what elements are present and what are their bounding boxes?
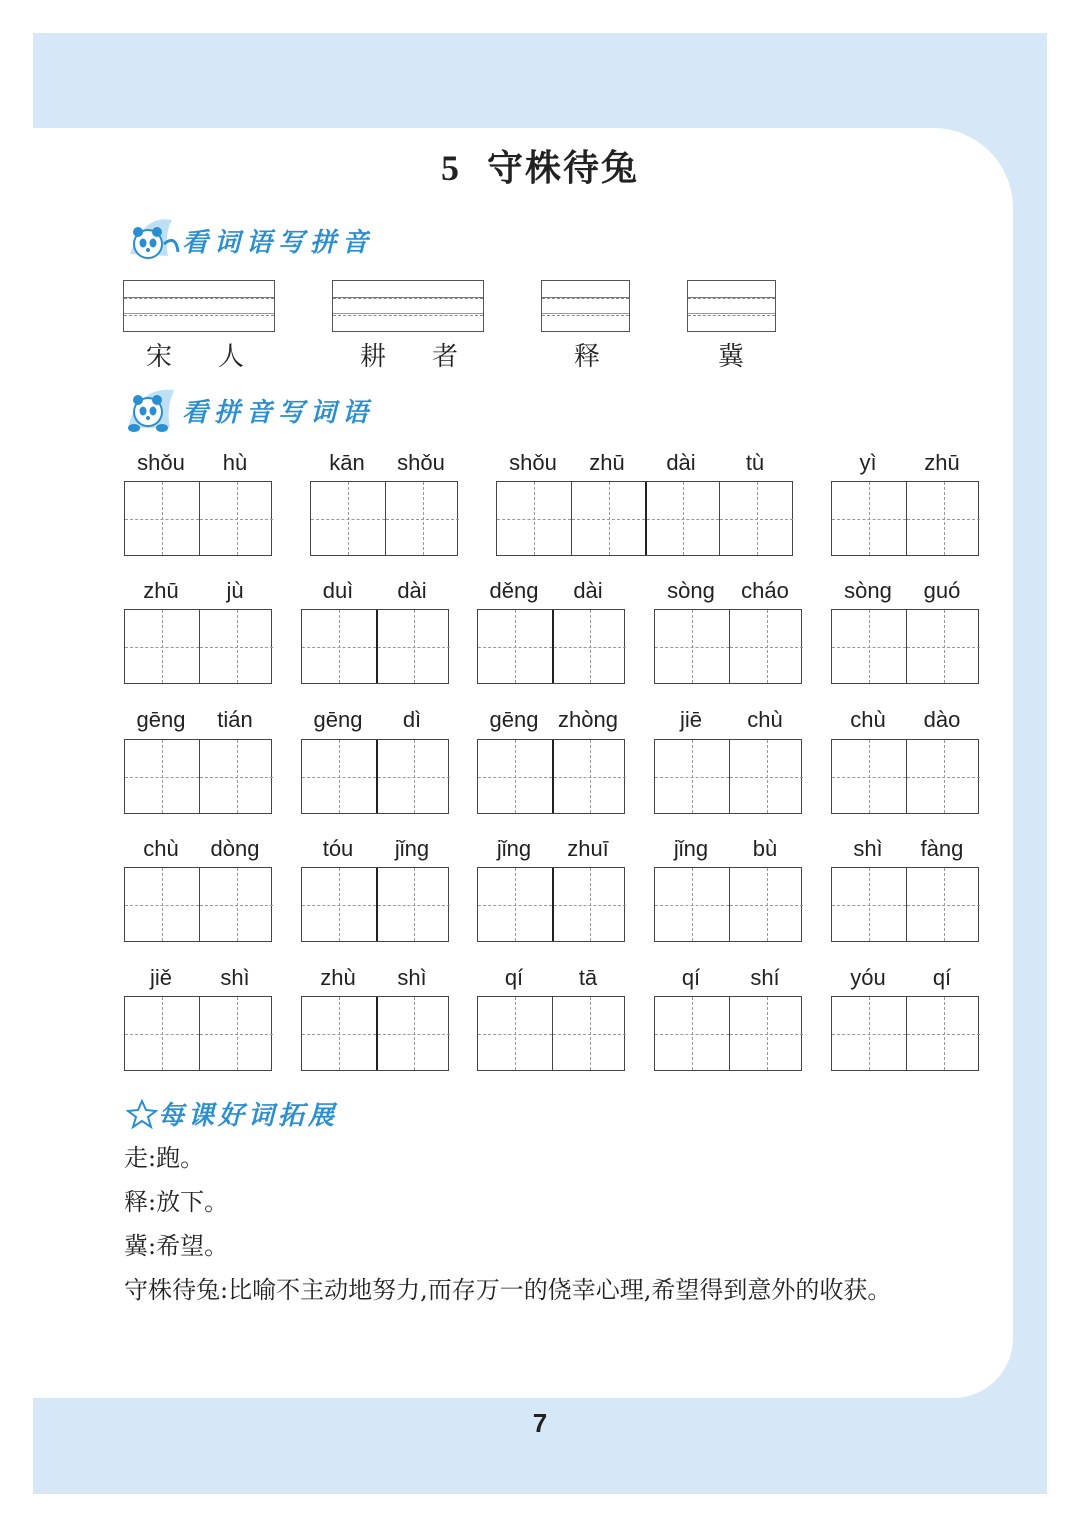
character-grid[interactable] [124,739,272,814]
lesson-number: 5 [440,148,461,188]
pinyin-syllable: jiē [679,707,702,732]
pinyin-syllable: dài [397,578,427,603]
pinyin-syllable: sòng [667,578,715,603]
character-grid[interactable] [831,481,979,556]
pinyin-syllable: tián [217,707,253,732]
pinyin-syllable: zhuī [567,836,609,861]
pinyin-syllable: yì [859,450,877,475]
pinyin-syllable: guó [923,578,961,603]
pinyin-syllable: chù [143,836,179,861]
panda-icon [124,214,182,266]
pinyin-syllable: děng [489,578,539,603]
pinyin-writing-box[interactable] [123,280,275,332]
section-label: 每课好词拓展 [158,1101,339,1131]
pinyin-syllable: hù [222,450,248,475]
character-grid[interactable] [124,481,272,556]
character-grid[interactable] [831,739,979,814]
pinyin-syllable: sòng [844,578,892,603]
word-char: 耕 [360,342,387,372]
character-grid[interactable] [477,609,625,684]
pinyin-syllable: dài [573,578,603,603]
pinyin-syllable: dài [666,450,696,475]
pinyin-syllable: shǒu [397,450,445,475]
pinyin-syllable: chù [747,707,783,732]
pinyin-syllable: chù [850,707,886,732]
character-grid[interactable] [124,867,272,942]
lesson-title-text: 守株待兔 [486,147,639,189]
character-grid[interactable] [301,996,449,1071]
page-number: 7 [532,1408,548,1438]
character-grid[interactable] [654,609,802,684]
character-grid[interactable] [477,739,625,814]
character-grid[interactable] [124,609,272,684]
pinyin-syllable: tóu [322,836,354,861]
pinyin-writing-box[interactable] [332,280,484,332]
pinyin-syllable: dòng [210,836,260,861]
character-grid[interactable] [496,481,793,556]
section-look-words-write-pinyin [124,214,374,266]
pinyin-syllable: jǐng [394,836,430,861]
pinyin-writing-box[interactable] [541,280,630,332]
pinyin-syllable: gēng [313,707,363,732]
pinyin-syllable: bù [752,836,778,861]
pinyin-syllable: zhū [589,450,625,475]
extension-line: 冀:希望。 [124,1232,229,1260]
pinyin-syllable: shì [853,836,883,861]
extension-line: 走:跑。 [124,1144,205,1172]
pinyin-syllable: dào [923,707,961,732]
pinyin-syllable: tù [745,450,765,475]
pinyin-syllable: shǒu [509,450,557,475]
character-grid[interactable] [301,609,449,684]
character-grid[interactable] [477,867,625,942]
extension-line: 守株待兔:比喻不主动地努力,而存万一的侥幸心理,希望得到意外的收获。 [124,1276,892,1304]
section-look-pinyin-write-words [124,384,374,436]
pinyin-syllable: zhū [924,450,960,475]
character-grid[interactable] [124,996,272,1071]
word-char: 释 [574,342,601,372]
panda-icon [124,384,182,436]
character-grid[interactable] [310,481,458,556]
character-grid[interactable] [477,996,625,1071]
pinyin-syllable: shì [220,965,250,990]
pinyin-syllable: cháo [741,578,789,603]
pinyin-syllable: gēng [489,707,539,732]
character-grid[interactable] [831,996,979,1071]
pinyin-syllable: zhù [320,965,356,990]
pinyin-syllable: fàng [920,836,964,861]
section-label: 看拼音写词语 [182,397,375,428]
pinyin-syllable: zhòng [558,707,618,732]
pinyin-syllable: qí [681,965,701,990]
extension-line: 释:放下。 [124,1188,229,1216]
word-char: 宋 [146,342,173,372]
pinyin-syllable: shì [397,965,427,990]
pinyin-syllable: tā [578,965,598,990]
pinyin-syllable: jǐng [673,836,709,861]
pinyin-syllable: zhū [143,578,179,603]
pinyin-syllable: shí [750,965,780,990]
lesson-title [0,140,1080,191]
pinyin-syllable: jǐng [496,836,532,861]
word-char: 者 [432,342,459,372]
character-grid[interactable] [654,996,802,1071]
section-label: 看词语写拼音 [182,227,375,258]
pinyin-syllable: jiě [149,965,172,990]
pinyin-syllable: jù [226,578,244,603]
character-grid[interactable] [831,867,979,942]
pinyin-syllable: shǒu [137,450,185,475]
pinyin-syllable: kān [329,450,365,475]
character-grid[interactable] [301,867,449,942]
pinyin-syllable: duì [322,578,354,603]
pinyin-syllable: qí [504,965,524,990]
character-grid[interactable] [831,609,979,684]
word-char: 人 [218,342,245,372]
pinyin-syllable: gēng [136,707,186,732]
word-char: 冀 [718,342,745,372]
character-grid[interactable] [301,739,449,814]
star-icon [126,1099,158,1129]
character-grid[interactable] [654,867,802,942]
section-word-extension [126,1095,338,1132]
pinyin-syllable: qí [932,965,952,990]
pinyin-writing-box[interactable] [687,280,776,332]
character-grid[interactable] [654,739,802,814]
pinyin-syllable: dì [402,707,422,732]
pinyin-syllable: yóu [850,965,886,990]
